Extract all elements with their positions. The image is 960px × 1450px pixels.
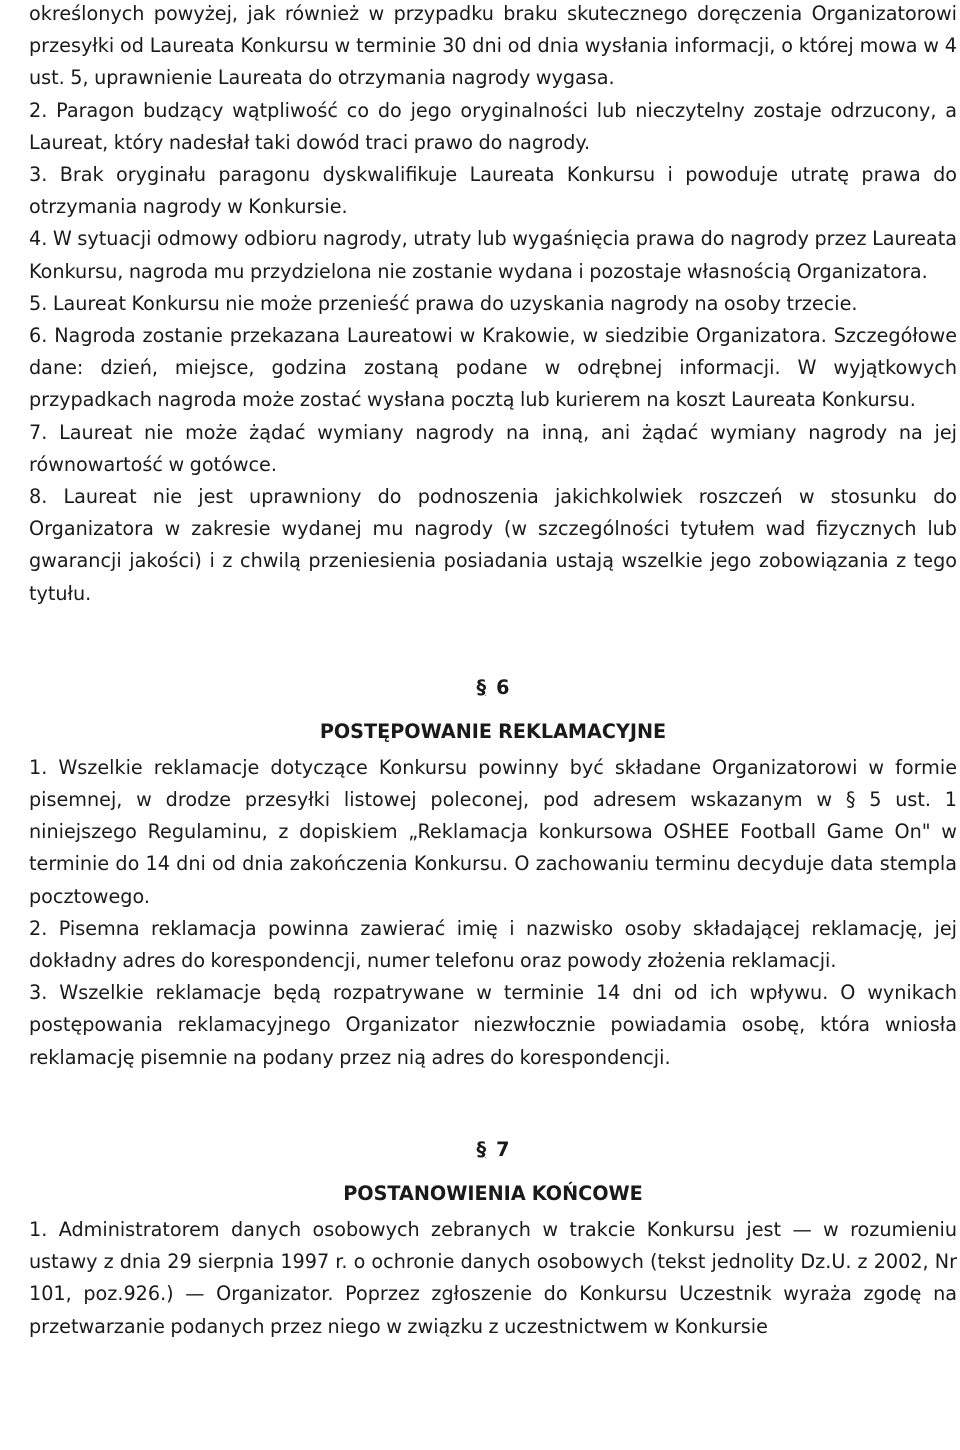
section-heading-number xyxy=(29,672,957,704)
list-item xyxy=(29,417,957,481)
item-number: 3. xyxy=(29,981,48,1005)
item-number: 7. xyxy=(29,420,48,444)
item-text: Laureat nie może żądać wymiany nagrody na inną, ani żądać wymiany nagrody na jej równowartość w gotówce. xyxy=(29,420,957,476)
list-item xyxy=(29,481,957,610)
continuation-paragraph: określonych powyżej, jak również w przypadku braku skutecznego doręczenia Organizatorowi przesyłki od Laureata Konkursu w terminie 30 dni od dnia wysłania informacji, o której mowa w 4 ust. 5, uprawnienie Laureata do otrzymania nagrody wygasa. xyxy=(29,2,957,90)
list-item xyxy=(29,95,957,159)
item-text: Nagroda zostanie przekazana Laureatowi w Krakowie, w siedzibie Organizatora. Szczegółowe dane: dzień, miejsce, godzina zostaną podane w odrębnej informacji. W wyjątkowych przypadkach nagroda może zostać wysłana pocztą lub kurierem na koszt Laureata Konkursu. xyxy=(29,324,958,412)
item-text: Paragon budzący wątpliwość co do jego oryginalności lub nieczytelny zostaje odrzucony, a Laureat, który nadesłał taki dowód traci prawo do nagrody. xyxy=(29,98,958,154)
section-heading-number xyxy=(29,1134,957,1166)
section-7 xyxy=(29,1134,957,1343)
list-item xyxy=(29,320,957,417)
item-number: 8. xyxy=(29,485,48,509)
list-item xyxy=(29,1214,957,1343)
item-text: Laureat Konkursu nie może przenieść prawa do uzyskania nagrody na osoby trzecie. xyxy=(52,291,858,315)
list-item xyxy=(29,223,957,287)
list-item xyxy=(29,913,957,977)
item-number: 2. xyxy=(29,98,48,122)
item-text: Wszelkie reklamacje dotyczące Konkursu powinny być składane Organizatorowi w formie pisemnej, w drodze przesyłki listowej poleconej, pod adresem wskazanym w § 5 ust. 1 niniejszego Regulaminu, z dopiskiem „Reklamacja konkursowa OSHEE Football Game On" w terminie do 14 dni od dnia zakończenia Konkursu. O zachowaniu terminu decyduje data stempla pocztowego. xyxy=(29,755,957,908)
item-number: 6. xyxy=(29,324,48,348)
section-symbol: § xyxy=(476,675,487,699)
item-text: Pisemna reklamacja powinna zawierać imię i nazwisko osoby składającej reklamację, jej dokładny adres do korespondencji, numer telefonu oraz powody złożenia reklamacji. xyxy=(29,916,958,973)
section-symbol: § xyxy=(476,1137,487,1161)
item-text: Wszelkie reklamacje będą rozpatrywane w terminie 14 dni od ich wpływu. O wynikach postępowania reklamacyjnego Organizator niezwłocznie powiadamia osobę, która wniosła reklamację pisemnie na podany przez nią adres do korespondencji. xyxy=(29,981,958,1069)
section-title: POSTĘPOWANIE REKLAMACYJNE xyxy=(319,719,667,743)
list-item xyxy=(29,288,957,320)
section-number: 6 xyxy=(496,675,510,699)
item-text: W sytuacji odmowy odbioru nagrody, utraty lub wygaśnięcia prawa do nagrody przez Laureata Konkursu, nagroda mu przydzielona nie zostanie wydana i pozostaje własnością Organizatora. xyxy=(29,227,958,283)
document-page xyxy=(29,0,957,1343)
list-item xyxy=(29,977,957,1074)
section-7-items xyxy=(29,1214,957,1343)
section-title: POSTANOWIENIA KOŃCOWE xyxy=(343,1181,643,1205)
item-number: 2. xyxy=(29,916,48,940)
item-text: Laureat nie jest uprawniony do podnoszenia jakichkolwiek roszczeń w stosunku do Organizatora w zakresie wydanej mu nagrody (w szczególności tytułem wad fizycznych lub gwarancji jakości) i z chwilą przeniesienia posiadania ustają wszelkie jego zobowiązania z tego tytułu. xyxy=(29,485,957,605)
list-item xyxy=(29,159,957,223)
item-number: 1. xyxy=(29,755,48,779)
section-6 xyxy=(29,672,957,1074)
item-text: Administratorem danych osobowych zebranych w trakcie Konkursu jest — w rozumieniu ustawy z dnia 29 sierpnia 1997 r. o ochronie danych osobowych (tekst jednolity Dz.U. z 2002, Nr 101, poz.926.) — Organizator. Poprzez zgłoszenie do Konkursu Uczestnik wyraża zgodę na przetwarzanie podanych przez niego w związku z uczestnictwem w Konkursie xyxy=(29,1217,957,1338)
item-number: 5. xyxy=(29,291,48,315)
section-number: 7 xyxy=(496,1137,510,1161)
item-text: Brak oryginału paragonu dyskwalifikuje Laureata Konkursu i powoduje utratę prawa do otrzymania nagrody w Konkursie. xyxy=(29,163,958,219)
list-item xyxy=(29,752,957,913)
section-5-items xyxy=(29,95,957,610)
item-number: 3. xyxy=(29,163,48,187)
item-number: 4. xyxy=(29,227,48,251)
item-number: 1. xyxy=(29,1217,48,1241)
section-6-items xyxy=(29,752,957,1074)
